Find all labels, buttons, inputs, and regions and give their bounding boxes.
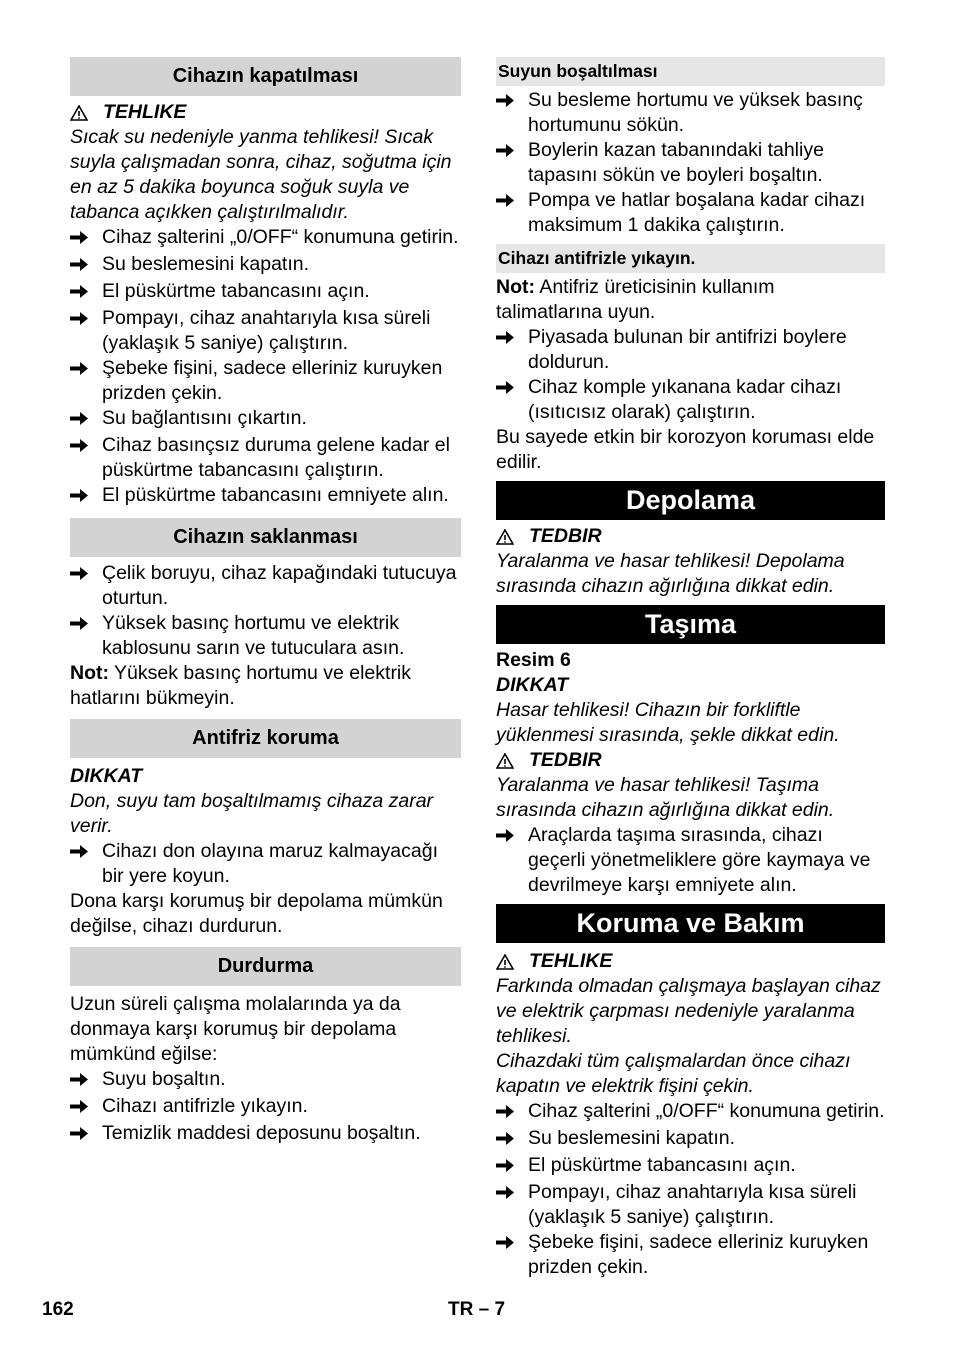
paragraph: Uzun süreli çalışma molalarında ya da donmaya karşı korumuş bir depolama mümkünd eğilse: [70, 993, 401, 1065]
list-item [70, 611, 461, 661]
list-item-text: Cihaz komple yıkanana kadar cihazı (ısıtıcısız olarak) çalıştırın. [528, 376, 842, 423]
arrow-right-icon [496, 1235, 514, 1250]
list-item [496, 1099, 885, 1126]
list-item-text: El püskürtme tabancasını açın. [528, 1154, 796, 1176]
arrow-right-icon [496, 193, 514, 208]
list-item-text: Çelik boruyu, cihaz kapağındaki tutucuya oturtun. [102, 562, 457, 609]
section-heading-decommission: Durdurma [70, 947, 461, 986]
warning-triangle-icon [496, 753, 514, 769]
list-item-text: Pompayı, cihaz anahtarıyla kısa süreli (yaklaşık 5 saniye) çalıştırın. [102, 307, 431, 354]
arrow-right-icon [496, 143, 514, 158]
arrow-right-icon [70, 284, 88, 299]
list-item [496, 1126, 885, 1153]
section-heading-tasima: Taşıma [496, 605, 885, 644]
paragraph: Bu sayede etkin bir korozyon koruması elde edilir. [496, 426, 875, 473]
list-item-text: Piyasada bulunan bir antifrizi boylere doldurun. [528, 326, 847, 373]
list-item [496, 88, 885, 138]
list-item-text: Şebeke fişini, sadece elleriniz kuruyken prizden çekin. [102, 357, 443, 404]
arrow-right-icon [496, 1158, 514, 1173]
warning-triangle-icon [496, 954, 514, 970]
list-antifreeze-flush [496, 325, 885, 425]
list-item-text: Cihazı don olayına maruz kalmayacağı bir yere koyun. [102, 840, 439, 887]
list-draining [496, 88, 885, 238]
warning-text: Sıcak su nedeniyle yanma tehlikesi! Sıcak suyla çalışmadan sonra, cihaz, soğutma için en az 5 dakika boyunca soğuk suyla ve tabanca açıkken çalıştırılmalıdır. [70, 126, 452, 223]
arrow-right-icon [70, 257, 88, 272]
list-decommission [70, 1067, 461, 1148]
arrow-right-icon [70, 1072, 88, 1087]
arrow-right-icon [70, 361, 88, 376]
arrow-right-icon [70, 230, 88, 245]
list-item [70, 406, 461, 433]
warning-text: Farkında olmadan çalışmaya başlayan cihaz ve elektrik çarpması nedeniyle yaralanma tehlikesi. [496, 975, 881, 1047]
list-item-text: Pompayı, cihaz anahtarıyla kısa süreli (yaklaşık 5 saniye) çalıştırın. [528, 1181, 857, 1228]
warning-text: Cihazdaki tüm çalışmalardan önce cihazı kapatın ve elektrik fişini çekin. [496, 1050, 851, 1097]
page-number: 162 [42, 1299, 74, 1320]
list-item [70, 483, 461, 510]
section-heading-draining: Suyun boşaltılması [496, 57, 885, 86]
list-item-text: Cihaz şalterini „0/OFF“ konumuna getirin. [102, 226, 459, 248]
list-item-text: Su besleme hortumu ve yüksek basınç hortumunu sökün. [528, 89, 863, 136]
list-item [70, 433, 461, 483]
arrow-right-icon [70, 488, 88, 503]
note: Not: Antifriz üreticisinin kullanım talimatlarına uyun. [496, 276, 775, 323]
page-language-label: TR – 7 [448, 1299, 506, 1320]
list-item-text: Su beslemesini kapatın. [102, 253, 310, 275]
section-heading-antifreeze-flush: Cihazı antifrizle yıkayın. [496, 244, 885, 273]
list-item-text: Cihaz basınçsız duruma gelene kadar el püskürtme tabancasını çalıştırın. [102, 434, 450, 481]
list-maintenance [496, 1099, 885, 1280]
list-item [70, 1067, 461, 1094]
list-item [70, 561, 461, 611]
arrow-right-icon [70, 1126, 88, 1141]
warning-label: TEDBIR [496, 524, 885, 549]
section-heading-maintenance: Koruma ve Bakım [496, 904, 885, 943]
list-item [496, 375, 885, 425]
list-item [70, 1094, 461, 1121]
section-heading-depolama: Depolama [496, 481, 885, 520]
arrow-right-icon [496, 1185, 514, 1200]
arrow-right-icon [70, 438, 88, 453]
list-item [70, 225, 461, 252]
list-item [496, 1180, 885, 1230]
paragraph: Dona karşı korumuş bir depolama mümkün değilse, cihazı durdurun. [70, 890, 443, 937]
list-item-text: Yüksek basınç hortumu ve elektrik kablosunu sarın ve tutuculara asın. [102, 612, 405, 659]
warning-text: Yaralanma ve hasar tehlikesi! Depolama sırasında cihazın ağırlığına dikkat edin. [496, 550, 845, 597]
list-item-text: El püskürtme tabancasını açın. [102, 280, 370, 302]
list-item [70, 356, 461, 406]
section-heading-shutdown: Cihazın kapatılması [70, 57, 461, 96]
list-item-text: Şebeke fişini, sadece elleriniz kuruyken prizden çekin. [528, 1231, 869, 1278]
warning-label: TEHLIKE [70, 100, 461, 125]
note: Not: Yüksek basınç hortumu ve elektrik hatlarını bükmeyin. [70, 662, 412, 709]
arrow-right-icon [70, 566, 88, 581]
section-heading-antifreeze: Antifriz koruma [70, 719, 461, 758]
list-item [70, 839, 461, 889]
list-item [496, 823, 885, 898]
arrow-right-icon [496, 828, 514, 843]
warning-triangle-icon [496, 529, 514, 545]
warning-label: TEDBIR [496, 748, 885, 773]
list-item-text: Su bağlantısını çıkartın. [102, 407, 307, 429]
caution-text: Hasar tehlikesi! Cihazın bir forkliftle yüklenmesi sırasında, şekle dikkat edin. [496, 699, 840, 746]
caution-text: Don, suyu tam boşaltılmamış cihaza zarar verir. [70, 790, 434, 837]
list-item-text: El püskürtme tabancasını emniyete alın. [102, 484, 449, 506]
arrow-right-icon [70, 1099, 88, 1114]
list-shutdown [70, 225, 461, 510]
list-item [70, 252, 461, 279]
arrow-right-icon [496, 1131, 514, 1146]
warning-text: Yaralanma ve hasar tehlikesi! Taşıma sırasında cihazın ağırlığına dikkat edin. [496, 774, 835, 821]
arrow-right-icon [496, 380, 514, 395]
list-item [70, 306, 461, 356]
list-item-text: Temizlik maddesi deposunu boşaltın. [102, 1122, 421, 1144]
list-item [496, 188, 885, 238]
caution-label: DIKKAT [496, 674, 569, 696]
arrow-right-icon [70, 411, 88, 426]
list-item [496, 325, 885, 375]
warning-triangle-icon [70, 105, 88, 121]
right-column [496, 57, 885, 1280]
list-item-text: Cihazı antifrizle yıkayın. [102, 1095, 308, 1117]
list-item [70, 1121, 461, 1148]
list-item [496, 1153, 885, 1180]
left-column [70, 57, 461, 1148]
list-item [496, 138, 885, 188]
arrow-right-icon [496, 1104, 514, 1119]
warning-label: TEHLIKE [496, 949, 885, 974]
list-item-text: Araçlarda taşıma sırasında, cihazı geçerli yönetmeliklere göre kaymaya ve devrilmeye karşı emniyete alın. [528, 824, 871, 896]
list-item [496, 1230, 885, 1280]
list-item-text: Pompa ve hatlar boşalana kadar cihazı maksimum 1 dakika çalıştırın. [528, 189, 866, 236]
list-storage [70, 561, 461, 661]
list-item-text: Su beslemesini kapatın. [528, 1127, 736, 1149]
arrow-right-icon [70, 844, 88, 859]
arrow-right-icon [496, 330, 514, 345]
list-item-text: Suyu boşaltın. [102, 1068, 226, 1090]
list-antifreeze [70, 839, 461, 889]
arrow-right-icon [70, 311, 88, 326]
list-item-text: Boylerin kazan tabanındaki tahliye tapasını sökün ve boyleri boşaltın. [528, 139, 824, 186]
caution-label: DIKKAT [70, 765, 143, 787]
arrow-right-icon [496, 93, 514, 108]
list-transport [496, 823, 885, 898]
list-item-text: Cihaz şalterini „0/OFF“ konumuna getirin. [528, 1100, 885, 1122]
arrow-right-icon [70, 616, 88, 631]
section-heading-storage: Cihazın saklanması [70, 518, 461, 557]
list-item [70, 279, 461, 306]
figure-reference: Resim 6 [496, 649, 571, 671]
